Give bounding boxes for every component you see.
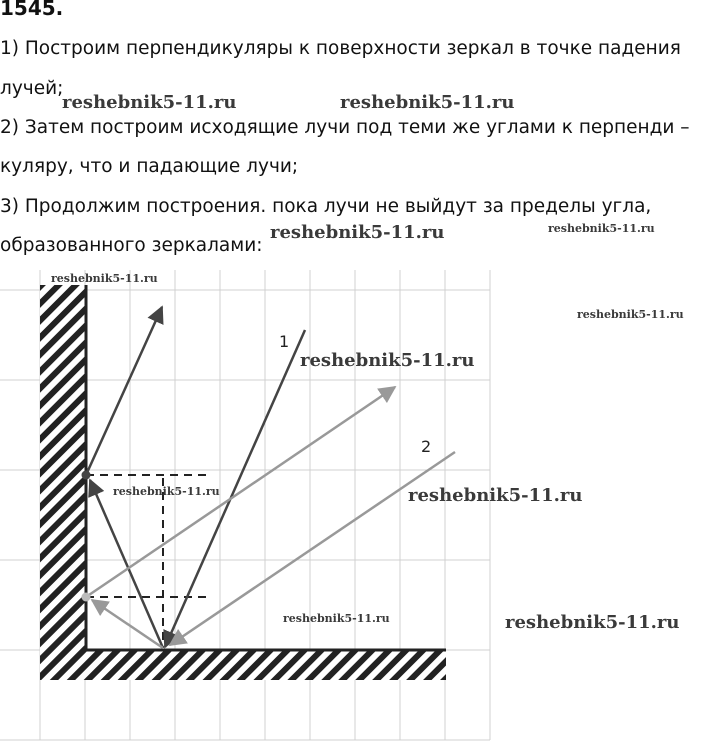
watermark: reshebnik5-11.ru — [408, 485, 583, 506]
watermark: reshebnik5-11.ru — [270, 222, 445, 243]
text-line-2: лучей; — [0, 78, 64, 99]
vertical-mirror — [40, 285, 86, 680]
watermark: reshebnik5-11.ru — [340, 92, 515, 113]
watermark: reshebnik5-11.ru — [505, 612, 680, 633]
perpendiculars — [86, 475, 210, 648]
ray-1-label: 1 — [279, 332, 290, 351]
watermark: reshebnik5-11.ru — [577, 308, 684, 321]
text-line-6: образованного зеркалами: — [0, 235, 263, 256]
ray-1-hit-point — [82, 471, 91, 480]
ray-2-hit-point — [82, 593, 91, 602]
problem-number: 1545. — [0, 0, 64, 20]
watermark: reshebnik5-11.ru — [62, 92, 237, 113]
watermark: reshebnik5-11.ru — [113, 485, 220, 498]
text-line-4: куляру, что и падающие лучи; — [0, 156, 299, 177]
horizontal-mirror — [86, 650, 446, 680]
text-line-1: 1) Построим перпендикуляры к поверхности зеркал в точке падения — [0, 38, 681, 59]
watermark: reshebnik5-11.ru — [51, 272, 158, 285]
text-line-5: 3) Продолжим построения. пока лучи не выйдут за пределы угла, — [0, 196, 652, 217]
watermark: reshebnik5-11.ru — [283, 612, 390, 625]
watermark: reshebnik5-11.ru — [548, 222, 655, 235]
text-line-3: 2) Затем построим исходящие лучи под теми же углами к перпенди – — [0, 117, 690, 138]
ray-2-label: 2 — [421, 437, 432, 456]
ray-1-reflected-2 — [86, 307, 162, 475]
watermark: reshebnik5-11.ru — [300, 350, 475, 371]
